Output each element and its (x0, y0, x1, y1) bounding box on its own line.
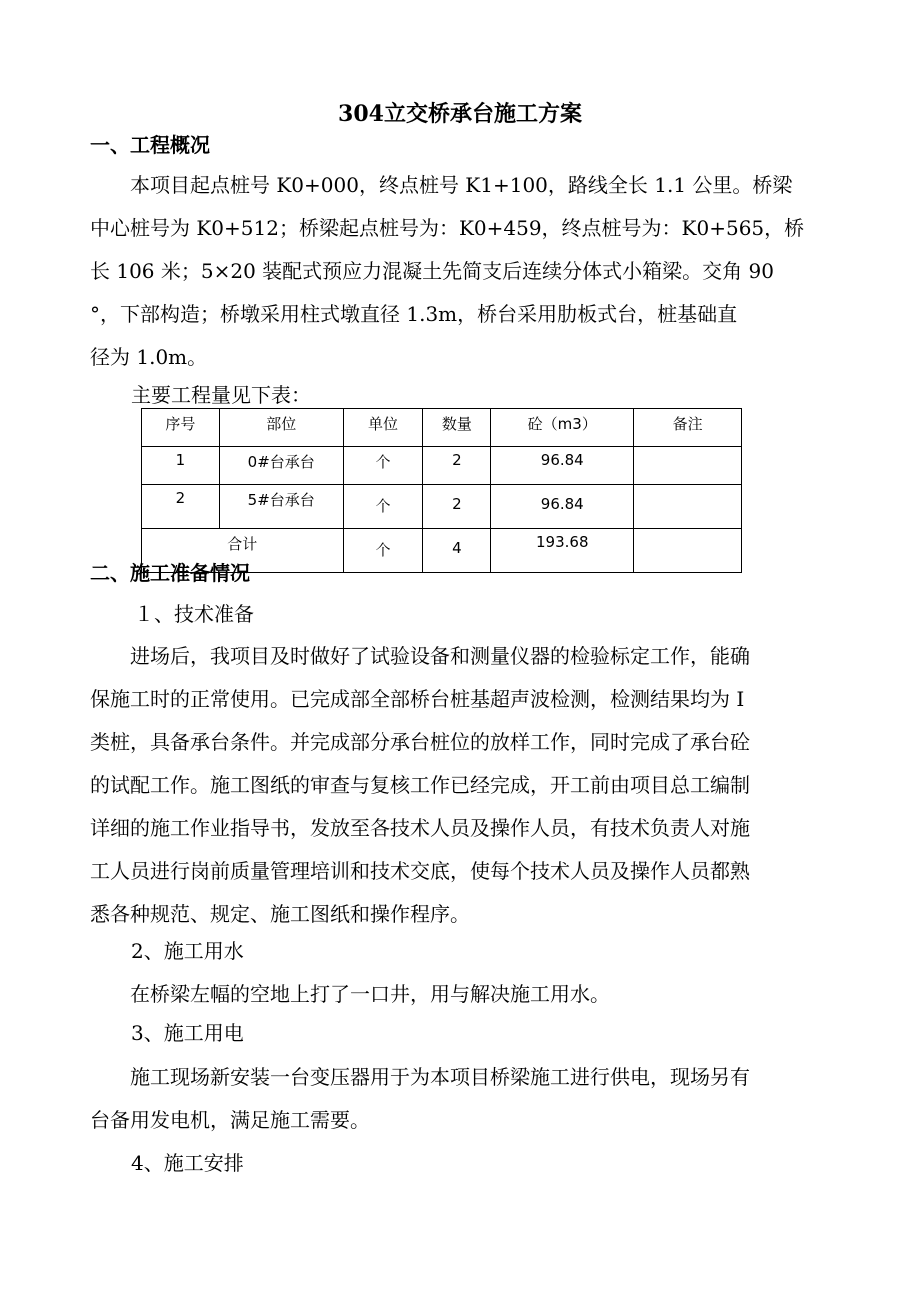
table-header-cell: 单位 (343, 409, 423, 447)
subsection-title-power: 3、施工用电 (131, 1021, 244, 1045)
overview-line: 长 106 米；5×20 装配式预应力混凝土先简支后连续分体式小箱梁。交角 90 (90, 259, 774, 283)
power-line: 台备用发电机，满足施工需要。 (90, 1108, 370, 1132)
overview-line: 径为 1.0m。 (90, 345, 208, 369)
table-header-cell: 数量 (423, 409, 491, 447)
quantity-table (141, 408, 742, 573)
table-cell: 2 (142, 485, 220, 529)
technical-line: 详细的施工作业指导书，发放至各技术人员及操作人员，有技术负责人对施 (90, 816, 750, 840)
technical-line: 工人员进行岗前质量管理培训和技术交底，使每个技术人员及操作人员都熟 (90, 859, 750, 883)
technical-line: 进场后，我项目及时做好了试验设备和测量仪器的检验标定工作，能确 (130, 644, 750, 668)
power-paragraph (90, 1056, 805, 1142)
technical-line: 类桩，具备承台条件。并完成部分承台桩位的放样工作，同时完成了承台砼 (90, 730, 750, 754)
table-cell: 2 (423, 447, 491, 485)
table-cell: 个 (343, 447, 423, 485)
subsection-title-schedule: 4、施工安排 (131, 1151, 244, 1175)
section-heading-overview: 一、工程概况 (90, 133, 210, 157)
table-cell: 4 (423, 529, 491, 573)
table-cell: 个 (343, 485, 423, 529)
overview-paragraph (90, 164, 805, 379)
table-cell: 96.84 (491, 485, 634, 529)
water-line: 在桥梁左幅的空地上打了一口井，用与解决施工用水。 (130, 982, 610, 1006)
overview-line: 本项目起点桩号 K0+000，终点桩号 K1+100，路线全长 1.1 公里。桥梁 (130, 173, 793, 197)
overview-line: 中心桩号为 K0+512；桥梁起点桩号为：K0+459，终点桩号为：K0+565，桥 (90, 216, 805, 240)
table-cell: 193.68 (491, 529, 634, 573)
table-cell (634, 447, 742, 485)
technical-line: 悉各种规范、规定、施工图纸和操作程序。 (90, 902, 470, 926)
table-total-label: 合计 (142, 529, 344, 573)
table-header-cell: 备注 (634, 409, 742, 447)
technical-paragraph (90, 635, 805, 936)
subsection-title-technical: １、技术准备 (134, 602, 254, 626)
table-header-cell: 砼（m3） (491, 409, 634, 447)
table-header-cell: 序号 (142, 409, 220, 447)
table-row (142, 447, 742, 485)
table-cell: 个 (343, 529, 423, 573)
table-cell: 96.84 (491, 447, 634, 485)
table-cell (634, 529, 742, 573)
overview-line: °，下部构造；桥墩采用柱式墩直径 1.3m，桥台采用肋板式台，桩基础直 (90, 302, 738, 326)
table-cell: 1 (142, 447, 220, 485)
table-caption: 主要工程量见下表： (131, 383, 311, 407)
technical-line: 的试配工作。施工图纸的审查与复核工作已经完成，开工前由项目总工编制 (90, 773, 750, 797)
section-heading-preparation: 二、施工准备情况 (90, 561, 250, 585)
water-paragraph (90, 973, 805, 1016)
table-cell (634, 485, 742, 529)
power-line: 施工现场新安装一台变压器用于为本项目桥梁施工进行供电，现场另有 (130, 1065, 750, 1089)
subsection-title-water: 2、施工用水 (131, 939, 244, 963)
table-cell: 2 (423, 485, 491, 529)
table-header-row (142, 409, 742, 447)
table-header-cell: 部位 (219, 409, 343, 447)
document-title: 304立交桥承台施工方案 (338, 101, 582, 127)
table-cell: 5#台承台 (219, 485, 343, 529)
table-row (142, 485, 742, 529)
table-cell: 0#台承台 (219, 447, 343, 485)
technical-line: 保施工时的正常使用。已完成部全部桥台桩基超声波检测，检测结果均为 I (90, 687, 745, 711)
